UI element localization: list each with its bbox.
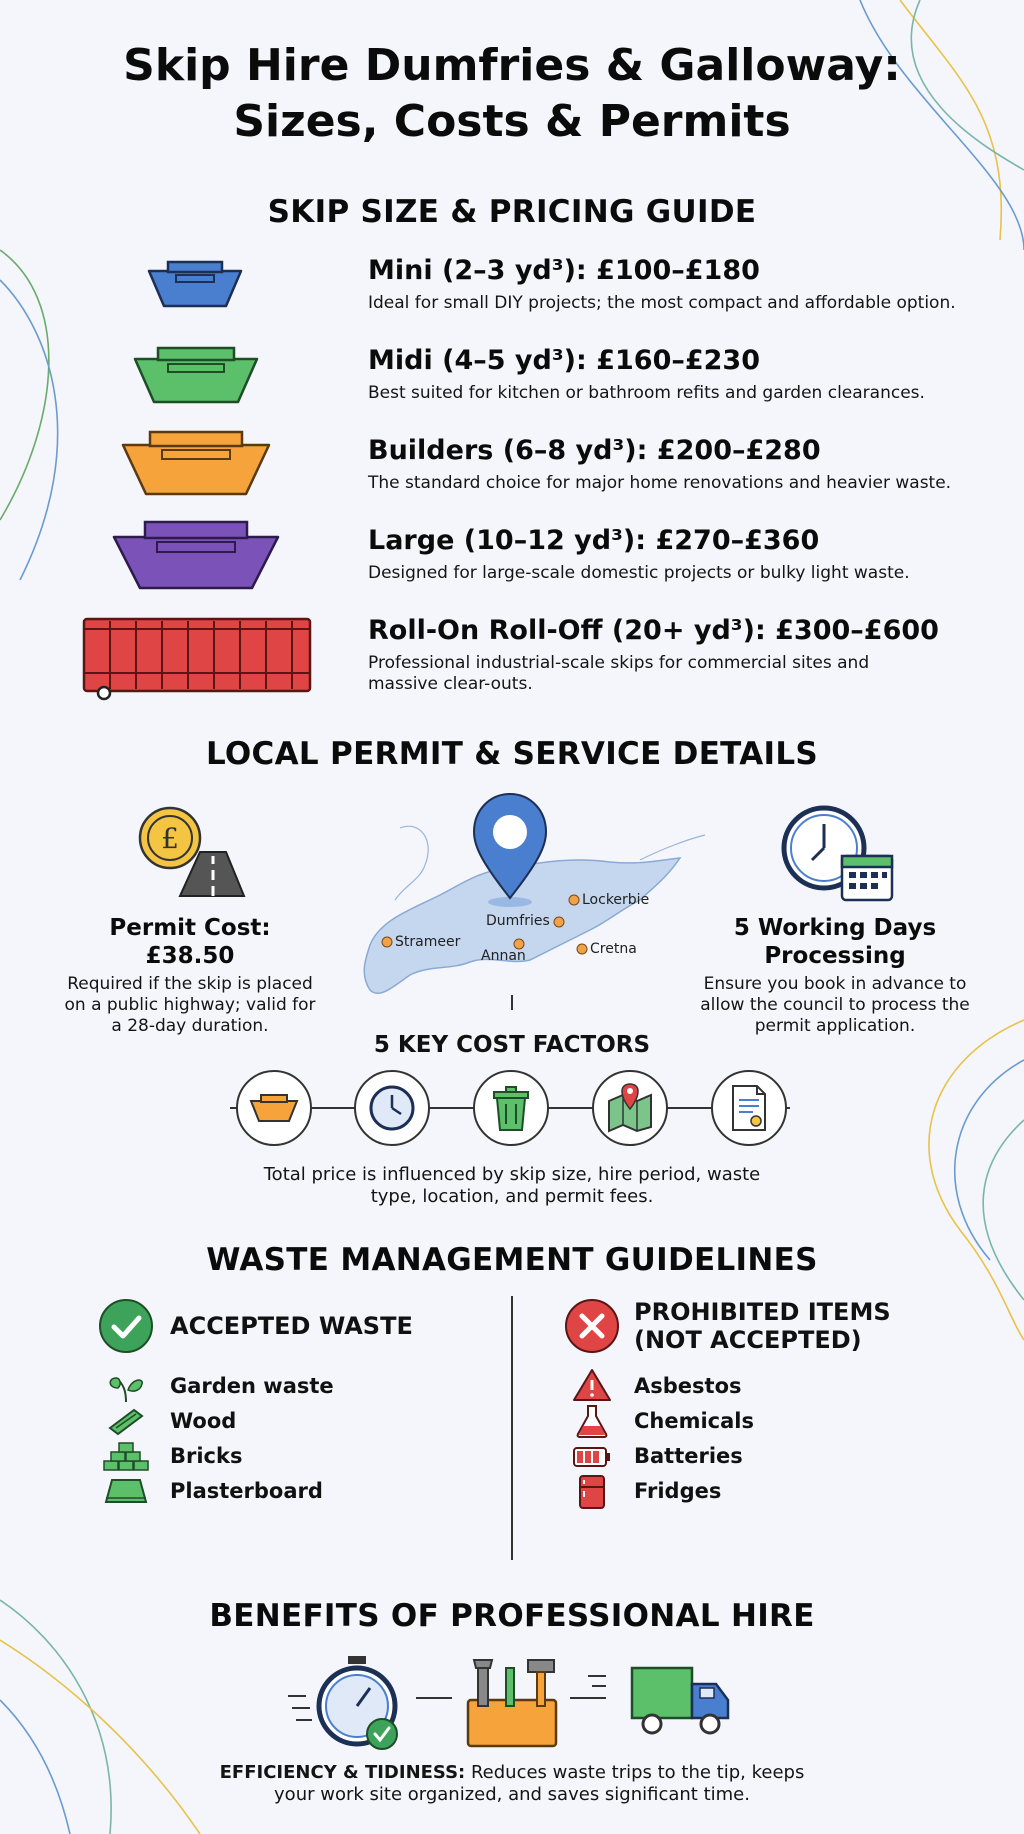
chemicals-flask-icon	[576, 1404, 608, 1438]
cost-factors-desc: Total price is influenced by skip size, hire period, waste type, location, and permit fees.	[263, 1164, 761, 1207]
factor-skip-size-icon	[236, 1070, 312, 1146]
skip-row-mini	[0, 255, 1024, 335]
skip-desc-roro: Professional industrial-scale skips for commercial sites and massive clear-outs.	[368, 653, 870, 694]
benefits-heading: BENEFITS OF PROFESSIONAL HIRE	[209, 1598, 815, 1634]
skip-row-midi	[0, 345, 1024, 425]
wood-icon	[106, 1406, 146, 1438]
prohibited-heading-line1: PROHIBITED ITEMS	[634, 1298, 891, 1326]
map-label-gretna: Cretna	[590, 941, 637, 957]
permit-cost-block	[60, 914, 320, 970]
accepted-item-wood: Wood	[170, 1409, 237, 1433]
coin-road-icon	[136, 806, 246, 898]
cost-factors-heading: 5 KEY COST FACTORS	[373, 1032, 651, 1058]
permit-cost-desc: Required if the skip is placed on a public highway; valid for a 28-day duration.	[64, 974, 316, 1036]
prohibited-heading	[634, 1298, 891, 1354]
factor-location-icon	[592, 1070, 668, 1146]
permit-cost-label: Permit Cost:	[109, 915, 271, 941]
skip-title-mini: Mini (2–3 yd³): £100–£180	[368, 255, 760, 286]
skip-desc-midi: Best suited for kitchen or bathroom refits and garden clearances.	[368, 383, 925, 403]
map-label-annan: Annan	[481, 948, 526, 964]
skip-title-midi: Midi (4–5 yd³): £160–£230	[368, 345, 761, 376]
accepted-heading: ACCEPTED WASTE	[170, 1312, 413, 1340]
map-label-dumfries: Dumfries	[486, 913, 550, 929]
map-label-lockerbie: Lockerbie	[582, 892, 650, 908]
region-map	[340, 790, 710, 1010]
garden-waste-icon	[106, 1370, 146, 1404]
skip-row-large	[0, 525, 1024, 605]
prohibited-heading-line2: (NOT ACCEPTED)	[634, 1326, 862, 1354]
prohibited-item-chemicals: Chemicals	[634, 1409, 755, 1433]
toolbox-icon	[468, 1660, 556, 1746]
bricks-icon	[102, 1442, 150, 1472]
map-label-stranraer: Strameer	[395, 934, 461, 950]
factor-waste-type-icon	[473, 1070, 549, 1146]
factor-hire-period-icon	[354, 1070, 430, 1146]
accepted-check-icon	[98, 1298, 154, 1354]
svg-text:£: £	[161, 822, 179, 855]
skip-desc-builders: The standard choice for major home renovations and heavier waste.	[368, 473, 952, 493]
skip-title-builders: Builders (6–8 yd³): £200–£280	[368, 435, 821, 466]
prohibited-item-batteries: Batteries	[634, 1444, 743, 1468]
page-title-line2: Sizes, Costs & Permits	[233, 96, 791, 147]
permit-heading: LOCAL PERMIT & SERVICE DETAILS	[205, 736, 819, 772]
processing-desc: Ensure you book in advance to allow the council to process the permit application.	[700, 974, 970, 1036]
accepted-item-plasterboard: Plasterboard	[170, 1479, 323, 1503]
midi-skip-icon	[132, 345, 260, 405]
delivery-truck-icon	[588, 1668, 728, 1733]
pricing-heading: SKIP SIZE & PRICING GUIDE	[267, 194, 757, 230]
accepted-item-bricks: Bricks	[170, 1444, 243, 1468]
benefits-icons-row	[288, 1654, 740, 1754]
processing-label: 5 Working Days Processing	[733, 915, 937, 969]
waste-heading: WASTE MANAGEMENT GUIDELINES	[206, 1242, 818, 1278]
roll-on-roll-off-skip-icon	[80, 615, 314, 701]
builders-skip-icon	[120, 429, 272, 497]
skip-desc-large: Designed for large-scale domestic projects or bulky light waste.	[368, 563, 910, 583]
fridge-icon	[578, 1474, 606, 1510]
stopwatch-icon	[288, 1656, 397, 1749]
clock-calendar-icon	[780, 804, 896, 904]
accepted-item-garden-waste: Garden waste	[170, 1374, 334, 1398]
battery-icon	[572, 1446, 612, 1468]
skip-desc-mini: Ideal for small DIY projects; the most compact and affordable option.	[368, 293, 956, 313]
benefits-lead: EFFICIENCY & TIDINESS:	[219, 1762, 466, 1783]
prohibited-item-asbestos: Asbestos	[634, 1374, 742, 1398]
skip-title-roro: Roll-On Roll-Off (20+ yd³): £300–£600	[368, 615, 939, 646]
prohibited-cross-icon	[564, 1298, 620, 1354]
benefits-text-block	[200, 1762, 824, 1806]
mini-skip-icon	[146, 259, 244, 309]
asbestos-warning-icon	[572, 1368, 612, 1402]
factor-permit-fees-icon	[711, 1070, 787, 1146]
skip-row-builders	[0, 435, 1024, 515]
benefits-text: Reduces waste trips to the tip, keeps your work site organized, and saves significant time.	[274, 1762, 805, 1805]
skip-row-roro	[0, 615, 1024, 695]
waste-column-divider	[510, 1296, 514, 1560]
permit-cost-value: £38.50	[145, 943, 235, 969]
skip-title-large: Large (10–12 yd³): £270–£360	[368, 525, 820, 556]
page-title-line1: Skip Hire Dumfries & Galloway:	[123, 40, 901, 91]
large-skip-icon	[111, 519, 281, 591]
page-title	[0, 38, 1024, 150]
plasterboard-icon	[104, 1476, 148, 1506]
prohibited-item-fridges: Fridges	[634, 1479, 722, 1503]
